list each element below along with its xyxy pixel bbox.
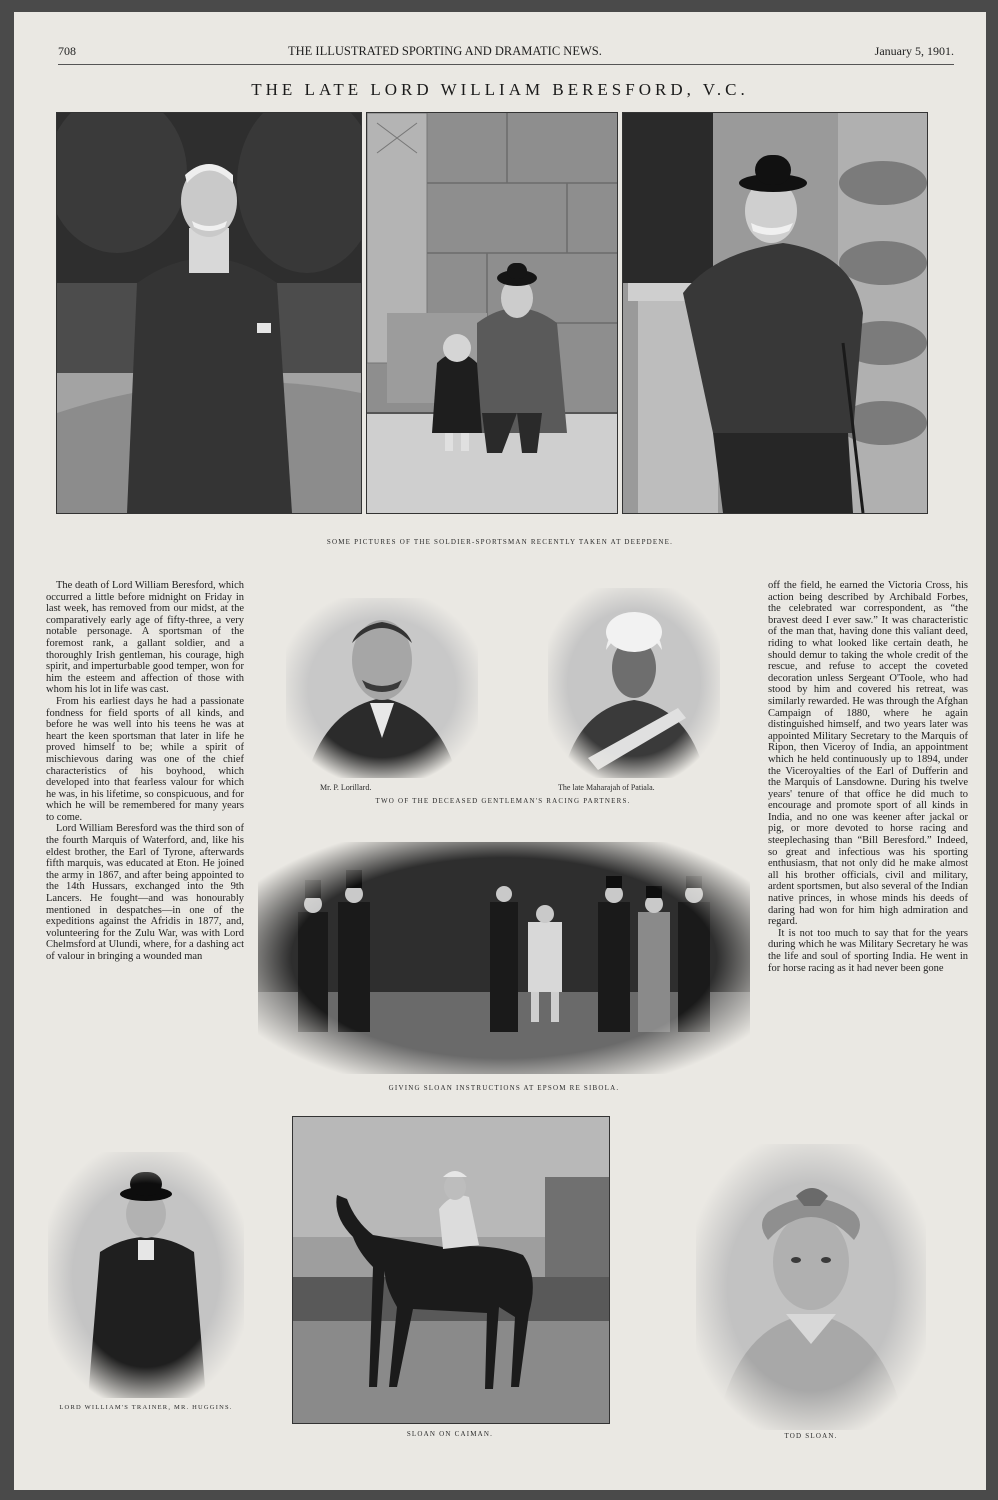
header-rule [58, 64, 954, 65]
caption-racing-partners: TWO OF THE DECEASED GENTLEMAN'S RACING PARTNERS. [375, 797, 631, 805]
caption-epsom-instructions: GIVING SLOAN INSTRUCTIONS AT EPSOM RE SIBOLA. [388, 1084, 620, 1092]
newspaper-page [14, 12, 986, 1490]
photo-seated-with-child [366, 112, 618, 514]
caption-tod-sloan: TOD SLOAN. [784, 1432, 838, 1440]
photo-sloan-on-caiman [292, 1116, 610, 1424]
caption-top-row: SOME PICTURES OF THE SOLDIER-SPORTSMAN RECENTLY TAKEN AT DEEPDENE. [326, 538, 674, 546]
photo-trainer-huggins [48, 1152, 244, 1398]
caption-trainer: LORD WILLIAM'S TRAINER, MR. HUGGINS. [59, 1404, 233, 1411]
page-header [58, 44, 954, 66]
page-number: 708 [58, 44, 76, 58]
caption-sloan-caiman: SLOAN ON CAIMAN. [406, 1430, 494, 1438]
photo-leaning-portrait [622, 112, 928, 514]
photo-standing-portrait [56, 112, 362, 514]
paragraph: Lord William Beresford was the third son of the fourth Marquis of Waterford, and, like his eldest brother, the Earl of Tyrone, afterwards fifth marquis, was educated at Eton. He joined the army in 1867, and after being appointed to the 14th Hussars, exchanged into the 9th Lancers. He fought—and was honourably mentioned in despatches—in one of the expeditions against the Afridis in 1877, and, volunteering for the Zulu War, was with Lord Chelmsford at Ulundi, where, for a dashing act of valour in bringing a wounded man [46, 823, 244, 962]
paragraph: From his earliest days he had a passionate fondness for field sports of all kinds, and before he was well into his teens he was at heart the keen sportsman that later in life he proved himself to be; while a spirit of mischievous daring was one of the chief characteristics of his boyhood, which developed into that fearless valour for which he was, in his lifetime, so conspicuous, and for which he will be remembered for many years to come. [46, 695, 244, 823]
issue-date: January 5, 1901. [874, 44, 954, 58]
article-left-column [46, 580, 244, 963]
caption-lorillard: Mr. P. Lorillard. [320, 783, 372, 792]
article-title: THE LATE LORD WILLIAM BERESFORD, V.C. [251, 80, 749, 99]
photo-epsom-group [258, 842, 750, 1074]
article-right-column [768, 580, 968, 974]
paragraph: off the field, he earned the Victoria Cross, his action being described by Archibald Forbes, the celebrated war correspondent, as “the bravest deed I ever saw.” It was characteristic of the man that, having done this valiant deed, riding to what looked like certain death, he should demur to taking the whole credit of the rescue, and refuse to accept the coveted decoration unless Sergeant O'Toole, who had stood by him and covered his retreat, was similarly rewarded. He was through the Afghan Campaign of 1880, where he again distinguished himself, and two years later was appointed Military Secretary to the Marquis of Ripon, then Viceroy of India, an appointment which he held continuously up to 1894, under the Viceroyalties of the Earl of Dufferin and the Marquis of Lansdowne. During his twelve years' tenure of that office he did much to encourage and promote sport of all kinds in India, and no one was keener after jackal or pig, or more devoted to horse racing and steeplechasing than “Bill Beresford.” Indeed, so great and infectious was his sporting enthusiasm, that not only did he make almost all his brother officials, civil and military, ardent sportsmen, but also several of the Indian native princes, in whose minds his deeds of daring had won for him high admiration and regard. [768, 580, 968, 928]
caption-maharajah: The late Maharajah of Patiala. [558, 783, 655, 792]
paragraph: It is not too much to say that for the years during which he was Military Secretary he was the life and soul of sporting India. He went in for horse racing as it had never been gone [768, 927, 968, 974]
photo-maharajah [548, 588, 720, 778]
publication-name: THE ILLUSTRATED SPORTING AND DRAMATIC NEWS. [288, 44, 602, 58]
photo-lorillard [286, 598, 478, 778]
photo-tod-sloan [696, 1144, 926, 1430]
paragraph: The death of Lord William Beresford, which occurred a little before midnight on Friday in last week, has removed from our midst, at the comparatively early age of fifty-three, a very notable personage. A sportsman of the foremost rank, a gallant soldier, and a thoroughly Irish gentleman, his courage, high spirit, and imperturbable good temper, won for him the esteem and affection of those with whom his lot in life was cast. [46, 580, 244, 696]
